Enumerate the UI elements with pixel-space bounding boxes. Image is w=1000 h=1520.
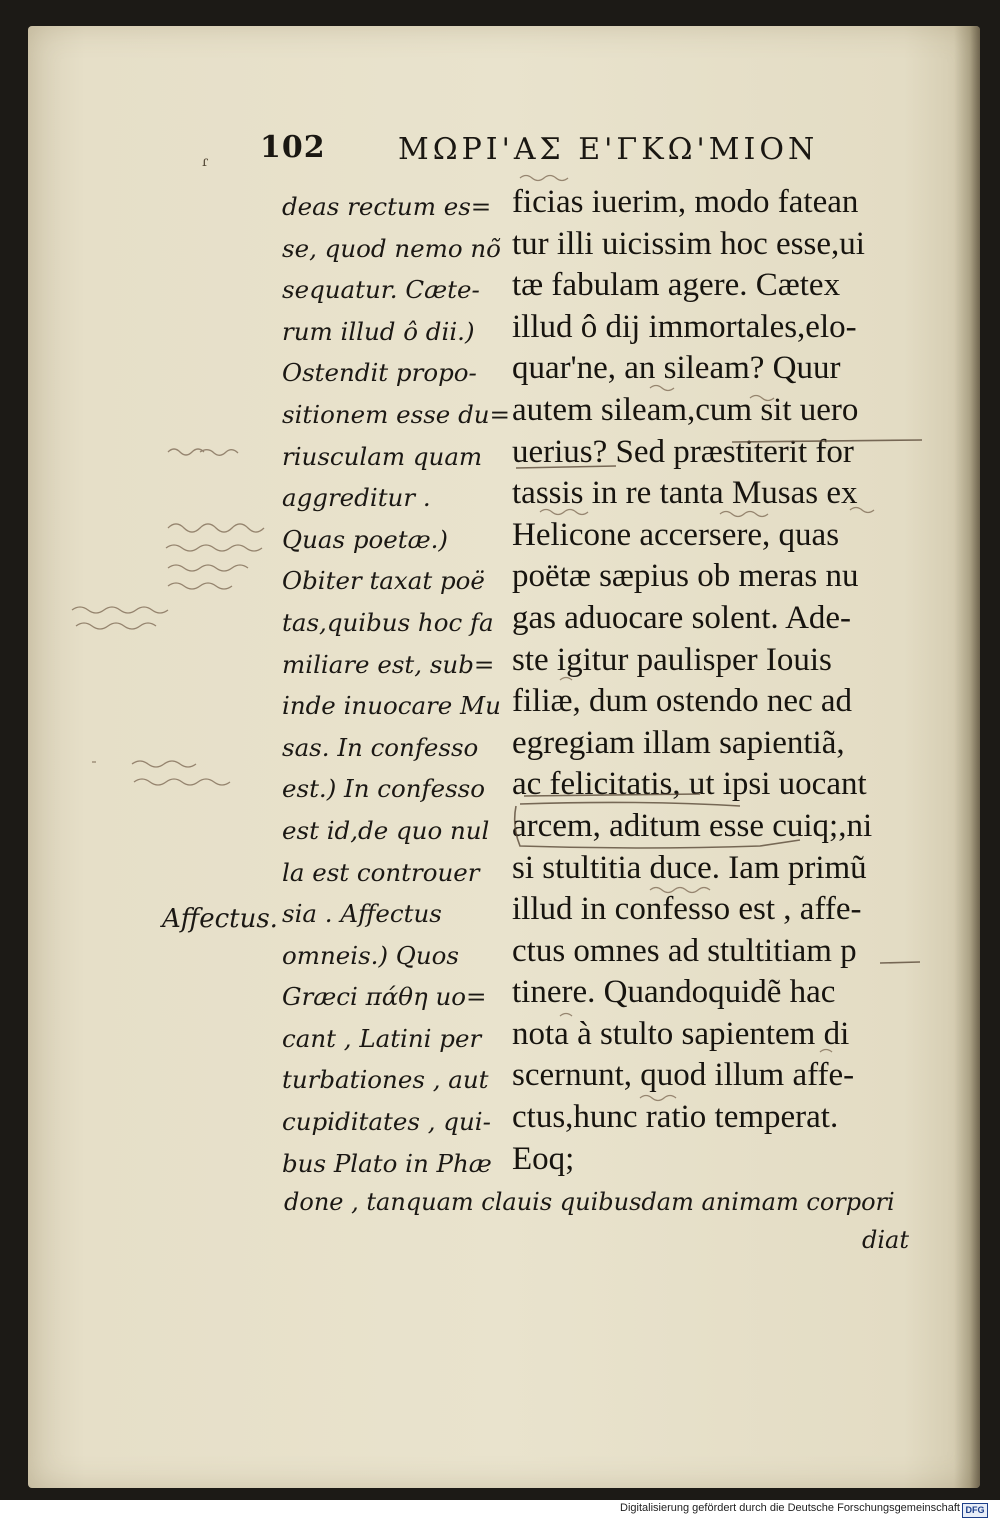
commentary-line: cupiditates , qui- (282, 1107, 491, 1137)
main-text-line: filiæ, dum ostendo nec ad (512, 683, 853, 720)
commentary-line: Ostendit propo- (282, 358, 477, 388)
main-text-line: gas aduocare solent. Ade- (512, 599, 852, 636)
main-text-line: tæ fabulam agere. Cætex (512, 267, 841, 304)
main-text-line: tassis in re tanta Musas ex (512, 475, 858, 512)
main-text-line: illud ô dij immortales,elo- (512, 308, 857, 345)
commentary-continuation-line: done , tanquam clauis quibusdam animam corpori (284, 1188, 895, 1216)
commentary-line: cant , Latini per (282, 1023, 482, 1053)
commentary-line: inde inuocare Mu (282, 691, 501, 721)
commentary-line: est id,de quo nul (282, 815, 490, 845)
commentary-line: aggreditur . (282, 483, 431, 513)
commentary-line: tas,quibus hoc fa (282, 607, 494, 637)
commentary-line: turbationes , aut (282, 1065, 489, 1095)
commentary-line: est.) In confesso (282, 774, 486, 804)
main-text-line: scernunt, quod illum affe- (512, 1057, 855, 1094)
commentary-line: se, quod nemo nõ (282, 233, 501, 263)
commentary-line: rum illud ô dii.) (282, 316, 475, 346)
main-text-line: tur illi uicissim hoc esse,ui (512, 225, 865, 262)
commentary-line: sequatur. Cæte- (282, 275, 480, 305)
ink-mark-icon: ɾ (202, 154, 209, 170)
marginal-label: Affectus. (162, 904, 278, 934)
main-text-line: tinere. Quandoquidẽ hac (512, 974, 836, 1011)
dfg-logo-icon: DFG (962, 1503, 988, 1518)
commentary-line: riusculam quam (282, 441, 483, 471)
main-text-line: poëtæ sæpius ob meras nu (512, 558, 859, 595)
main-text-line: ste igitur paulisper Iouis (512, 641, 832, 678)
main-text-line: Helicone accersere, quas (512, 516, 840, 553)
commentary-line: omneis.) Quos (282, 940, 459, 970)
commentary-line: la est controuer (282, 857, 480, 887)
main-text-line: ctus,hunc ratio temperat. (512, 1099, 839, 1136)
commentary-line: deas rectum es= (282, 192, 492, 221)
catchword: diat (862, 1226, 909, 1254)
main-text-line: illud in confesso est , affe- (512, 891, 862, 928)
running-title: ΜΩΡΙ'ΑΣ Ε'ΓΚΩ'ΜΙΟΝ (398, 132, 819, 167)
main-text-line: ac felicitatis, ut ipsi uocant (512, 766, 867, 803)
commentary-line: Quas poetæ.) (282, 524, 448, 554)
main-text-line: autem sileam,cum sit uero (512, 391, 859, 428)
commentary-column (282, 186, 511, 1184)
commentary-line: sitionem esse du= (282, 399, 511, 429)
main-text-line: si stultitia duce. Iam primũ (512, 849, 867, 886)
main-text-line: ficias iuerim, modo fatean (512, 184, 859, 220)
main-text-line: Eoq; (512, 1140, 575, 1177)
page-gutter-shadow (954, 26, 980, 1488)
page-number: 102 (260, 130, 326, 165)
main-text-line: ctus omnes ad stultitiam p (512, 932, 857, 969)
main-text-line: nota à stulto sapientem di (512, 1015, 850, 1052)
main-text-line: arcem, aditum esse cuiq;,ni (512, 807, 873, 844)
main-text-line: egregiam illam sapientiã, (512, 724, 845, 761)
main-text-line: uerius? Sed præstiterit for (512, 433, 854, 470)
commentary-line: miliare est, sub= (282, 649, 495, 679)
commentary-line: Græci πάθη uo= (282, 982, 487, 1012)
running-head (202, 122, 860, 182)
main-text-column (512, 182, 932, 1180)
commentary-line: Obiter taxat poë (282, 566, 485, 596)
main-text-line: quar'ne, an sileam? Quur (512, 350, 841, 387)
commentary-line: sas. In confesso (282, 732, 479, 762)
commentary-line: sia . Affectus (282, 899, 442, 929)
commentary-line: bus Plato in Phæ (282, 1148, 492, 1178)
digitization-credit: Digitalisierung gefördert durch die Deutsche Forschungsgemeinschaft (620, 1502, 960, 1514)
